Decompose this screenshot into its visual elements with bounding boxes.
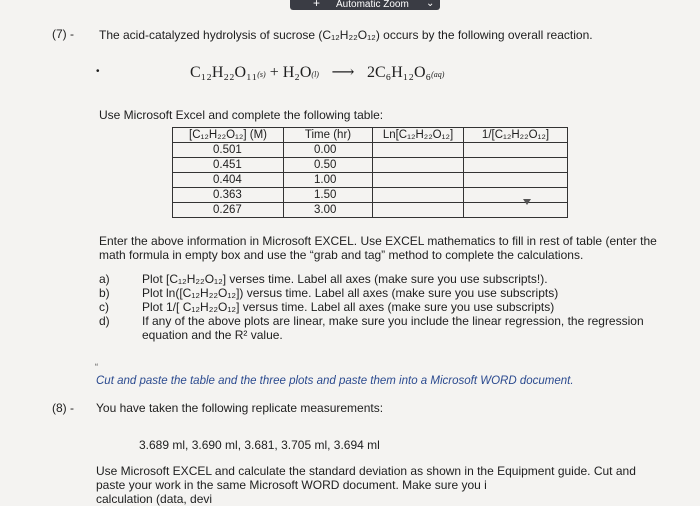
cell-inverse [464, 173, 568, 188]
cell-ln [373, 188, 464, 203]
instructions-line-2: math formula in empty box and use the “grab and tag” method to complete the calculations. [99, 248, 584, 262]
cell-time: 1.50 [284, 188, 373, 203]
table-intro: Use Microsoft Excel and complete the following table: [99, 108, 384, 122]
cell-ln [373, 143, 464, 158]
item-c-text: Plot 1/[ C₁₂H₂₂O₁₂] versus time. Label all axes (make sure you use subscripts) [142, 300, 555, 314]
mouse-cursor-icon [523, 199, 531, 205]
question-7-prompt: The acid-catalyzed hydrolysis of sucrose (C₁₂H₂₂O₁₂) occurs by the following overall reaction. [99, 28, 593, 42]
cell-ln [373, 158, 464, 173]
cell-inverse [464, 188, 568, 203]
item-a-letter: a) [99, 272, 110, 286]
plus-sign: + [269, 64, 279, 81]
copy-paste-note: Cut and paste the table and the three plots and paste them into a Microsoft WORD document. [96, 375, 574, 387]
zoom-toolbar [290, 0, 440, 10]
reactant-sucrose: C₁₂H₂₂O₁₁ [190, 64, 258, 81]
cell-time: 3.00 [284, 203, 373, 218]
header-time: Time (hr) [284, 128, 373, 143]
instructions-line-1: Enter the above information in Microsoft EXCEL. Use EXCEL mathematics to fill in rest of table (enter the [99, 234, 657, 248]
cell-concentration: 0.267 [173, 203, 284, 218]
header-inverse-concentration: 1/[C₁₂H₂₂O₁₂] [464, 128, 568, 143]
cell-inverse [464, 203, 568, 218]
reactant-sucrose-phase: (s) [257, 70, 266, 79]
cell-concentration: 0.363 [173, 188, 284, 203]
cell-ln [373, 203, 464, 218]
q8-line-2: paste your work in the same Microsoft WORD document. Make sure you i [96, 478, 487, 492]
item-a-text: Plot [C₁₂H₂₂O₁₂] verses time. Label all axes (make sure you use subscripts!). [142, 272, 548, 286]
product-glucose: 2C₆H₁₂O₆ [366, 64, 432, 81]
cell-ln [373, 173, 464, 188]
cell-concentration: 0.451 [173, 158, 284, 173]
cell-inverse [464, 143, 568, 158]
reactant-water-phase: (l) [311, 70, 319, 79]
cell-time: 1.00 [284, 173, 373, 188]
table-row [173, 158, 568, 173]
zoom-in-button[interactable]: + [313, 0, 321, 10]
reactant-water: H₂O [282, 64, 312, 81]
cell-inverse [464, 158, 568, 173]
table-header-row [173, 128, 568, 143]
apostrophe-mark: “ [95, 362, 98, 372]
reaction-arrow-icon: ⟶ [331, 64, 355, 81]
data-table [172, 127, 568, 218]
q8-line-1: Use Microsoft EXCEL and calculate the standard deviation as shown in the Equipment guide. Cut and [96, 464, 636, 478]
item-d-continued: equation and the R² value. [142, 328, 283, 342]
zoom-select[interactable]: Automatic Zoom [336, 0, 409, 10]
item-c-letter: c) [99, 300, 109, 314]
question-7-number: (7) - [52, 27, 74, 41]
measurements: 3.689 ml, 3.690 ml, 3.681, 3.705 ml, 3.694 ml [139, 438, 380, 452]
item-b-letter: b) [99, 286, 110, 300]
cell-time: 0.00 [284, 143, 373, 158]
table-row [173, 143, 568, 158]
header-ln-concentration: Ln[C₁₂H₂₂O₁₂] [373, 128, 464, 143]
item-d-letter: d) [99, 314, 110, 328]
product-glucose-phase: (aq) [431, 70, 445, 79]
chevron-down-icon[interactable]: ⌄ [426, 0, 435, 9]
question-8-number: (8) - [52, 401, 74, 415]
cell-concentration: 0.501 [173, 143, 284, 158]
item-b-text: Plot ln([C₁₂H₂₂O₁₂]) versus time. Label all axes (make sure you use subscripts) [142, 286, 559, 300]
cell-concentration: 0.404 [173, 173, 284, 188]
cell-time: 0.50 [284, 158, 373, 173]
item-d-text: If any of the above plots are linear, make sure you include the linear regression, the regression [142, 314, 644, 328]
reaction-equation [190, 62, 444, 82]
table-row [173, 173, 568, 188]
table-row [173, 188, 568, 203]
header-concentration: [C₁₂H₂₂O₁₂] (M) [173, 128, 284, 143]
question-8-prompt: You have taken the following replicate measurements: [96, 401, 384, 415]
table-row [173, 203, 568, 218]
bullet-icon: • [96, 66, 100, 77]
q8-line-3: calculation (data, devi [96, 492, 213, 506]
